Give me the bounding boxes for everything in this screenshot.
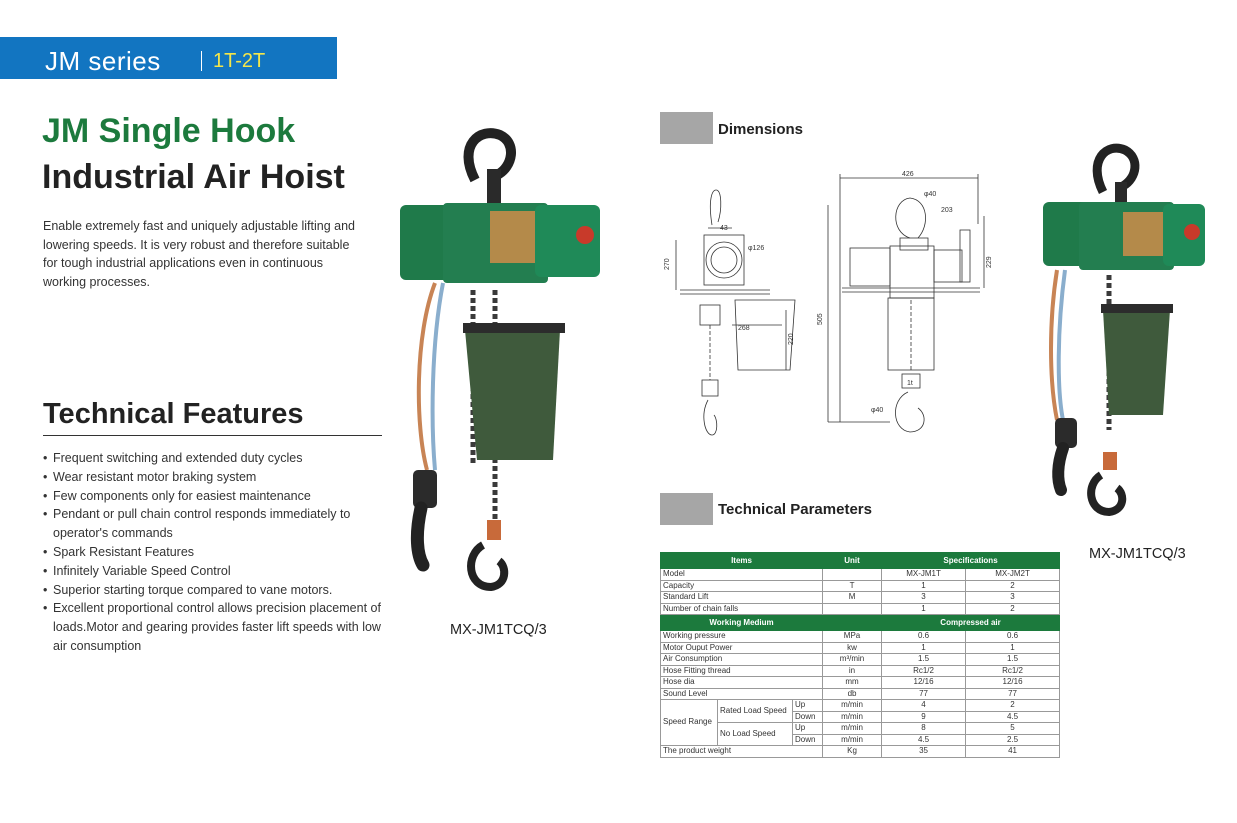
rated-load-speed-label: Rated Load Speed bbox=[718, 700, 793, 723]
dim-label-1t: 1t bbox=[907, 380, 913, 387]
header-compressed-air: Compressed air bbox=[882, 615, 1060, 631]
dim-label-426: 426 bbox=[902, 171, 914, 178]
table-row: Down m/min 9 4.5 bbox=[661, 711, 1060, 723]
series-capacity: 1T-2T bbox=[213, 50, 266, 72]
dim-label-220: 220 bbox=[788, 333, 795, 345]
features-divider bbox=[43, 435, 382, 436]
features-list bbox=[43, 449, 390, 656]
feature-item: • Few components only for easiest maintenance bbox=[43, 487, 390, 506]
feature-item: • Spark Resistant Features bbox=[43, 543, 390, 562]
banner-divider bbox=[201, 51, 202, 71]
dim-label-229: 229 bbox=[986, 256, 993, 268]
dim-label-40b: φ40 bbox=[871, 407, 884, 414]
model-caption-left: MX-JM1TCQ/3 bbox=[450, 622, 547, 638]
product-description: Enable extremely fast and uniquely adjustable lifting and lowering speeds. It is very robust and therefore suitable for tough industrial applications even in continuous working processes. bbox=[43, 219, 356, 289]
feature-item: • Infinitely Variable Speed Control bbox=[43, 562, 390, 581]
parameters-heading: Technical Parameters bbox=[718, 501, 872, 518]
table-row: The product weight Kg 35 41 bbox=[661, 746, 1060, 758]
table-row: Sound Level db 77 77 bbox=[661, 688, 1060, 700]
series-name: JM series bbox=[45, 46, 161, 76]
table-row: Model MX-JM1T MX-JM2T bbox=[661, 569, 1060, 581]
table-row: Motor Ouput Power kw 1 1 bbox=[661, 642, 1060, 654]
hoist-photo-left bbox=[395, 125, 615, 595]
table-row: Capacity T 1 2 bbox=[661, 580, 1060, 592]
header-working-medium: Working Medium bbox=[661, 615, 823, 631]
table-row: No Load Speed Up m/min 8 5 bbox=[661, 723, 1060, 735]
no-load-speed-label: No Load Speed bbox=[718, 723, 793, 746]
header-specifications: Specifications bbox=[882, 553, 1060, 569]
header-unit: Unit bbox=[823, 553, 882, 569]
speed-range-label: Speed Range bbox=[661, 700, 718, 746]
table-row: Air Consumption m³/min 1.5 1.5 bbox=[661, 654, 1060, 666]
table-header-row bbox=[661, 553, 1060, 569]
feature-item: • Wear resistant motor braking system bbox=[43, 468, 390, 487]
dimensions-heading: Dimensions bbox=[718, 121, 804, 138]
dim-label-43: 43 bbox=[720, 225, 728, 232]
series-banner bbox=[0, 37, 337, 79]
dim-label-126: φ126 bbox=[748, 245, 765, 252]
technical-parameters-table bbox=[660, 552, 1060, 758]
feature-item: • Pendant or pull chain control responds immediately to operator's commands bbox=[43, 505, 390, 543]
dim-label-505: 505 bbox=[817, 313, 824, 325]
dim-label-40a: φ40 bbox=[924, 191, 937, 198]
feature-item: • Excellent proportional control allows precision placement of loads.Motor and gearing provides faster lift speeds with low air consumption bbox=[43, 599, 390, 655]
dim-label-270: 270 bbox=[664, 258, 671, 270]
hoist-photo-right bbox=[1035, 140, 1225, 525]
table-row: Hose Fitting thread in Rc1/2 Rc1/2 bbox=[661, 665, 1060, 677]
dim-label-203: 203 bbox=[941, 207, 953, 214]
table-row: Hose dia mm 12/16 12/16 bbox=[661, 677, 1060, 689]
dimensions-heading-box bbox=[660, 112, 713, 144]
table-row: Standard Lift M 3 3 bbox=[661, 592, 1060, 604]
table-row: Number of chain falls 1 2 bbox=[661, 603, 1060, 615]
table-row: Speed Range Rated Load Speed Up m/min 4 2 bbox=[661, 700, 1060, 712]
table-subheader-row bbox=[661, 615, 1060, 631]
model-caption-right: MX-JM1TCQ/3 bbox=[1089, 546, 1186, 562]
feature-item: • Superior starting torque compared to vane motors. bbox=[43, 581, 390, 600]
features-heading: Technical Features bbox=[43, 398, 304, 430]
page-title-line2: Industrial Air Hoist bbox=[42, 158, 345, 196]
table-row: Down m/min 4.5 2.5 bbox=[661, 734, 1060, 746]
dimensions-drawing bbox=[660, 160, 1000, 450]
dim-label-268: 268 bbox=[738, 325, 750, 332]
parameters-heading-box bbox=[660, 493, 713, 525]
header-items: Items bbox=[661, 553, 823, 569]
page-title-line1: JM Single Hook bbox=[42, 112, 296, 150]
table-row: Working pressure MPa 0.6 0.6 bbox=[661, 631, 1060, 643]
feature-item: • Frequent switching and extended duty cycles bbox=[43, 449, 390, 468]
